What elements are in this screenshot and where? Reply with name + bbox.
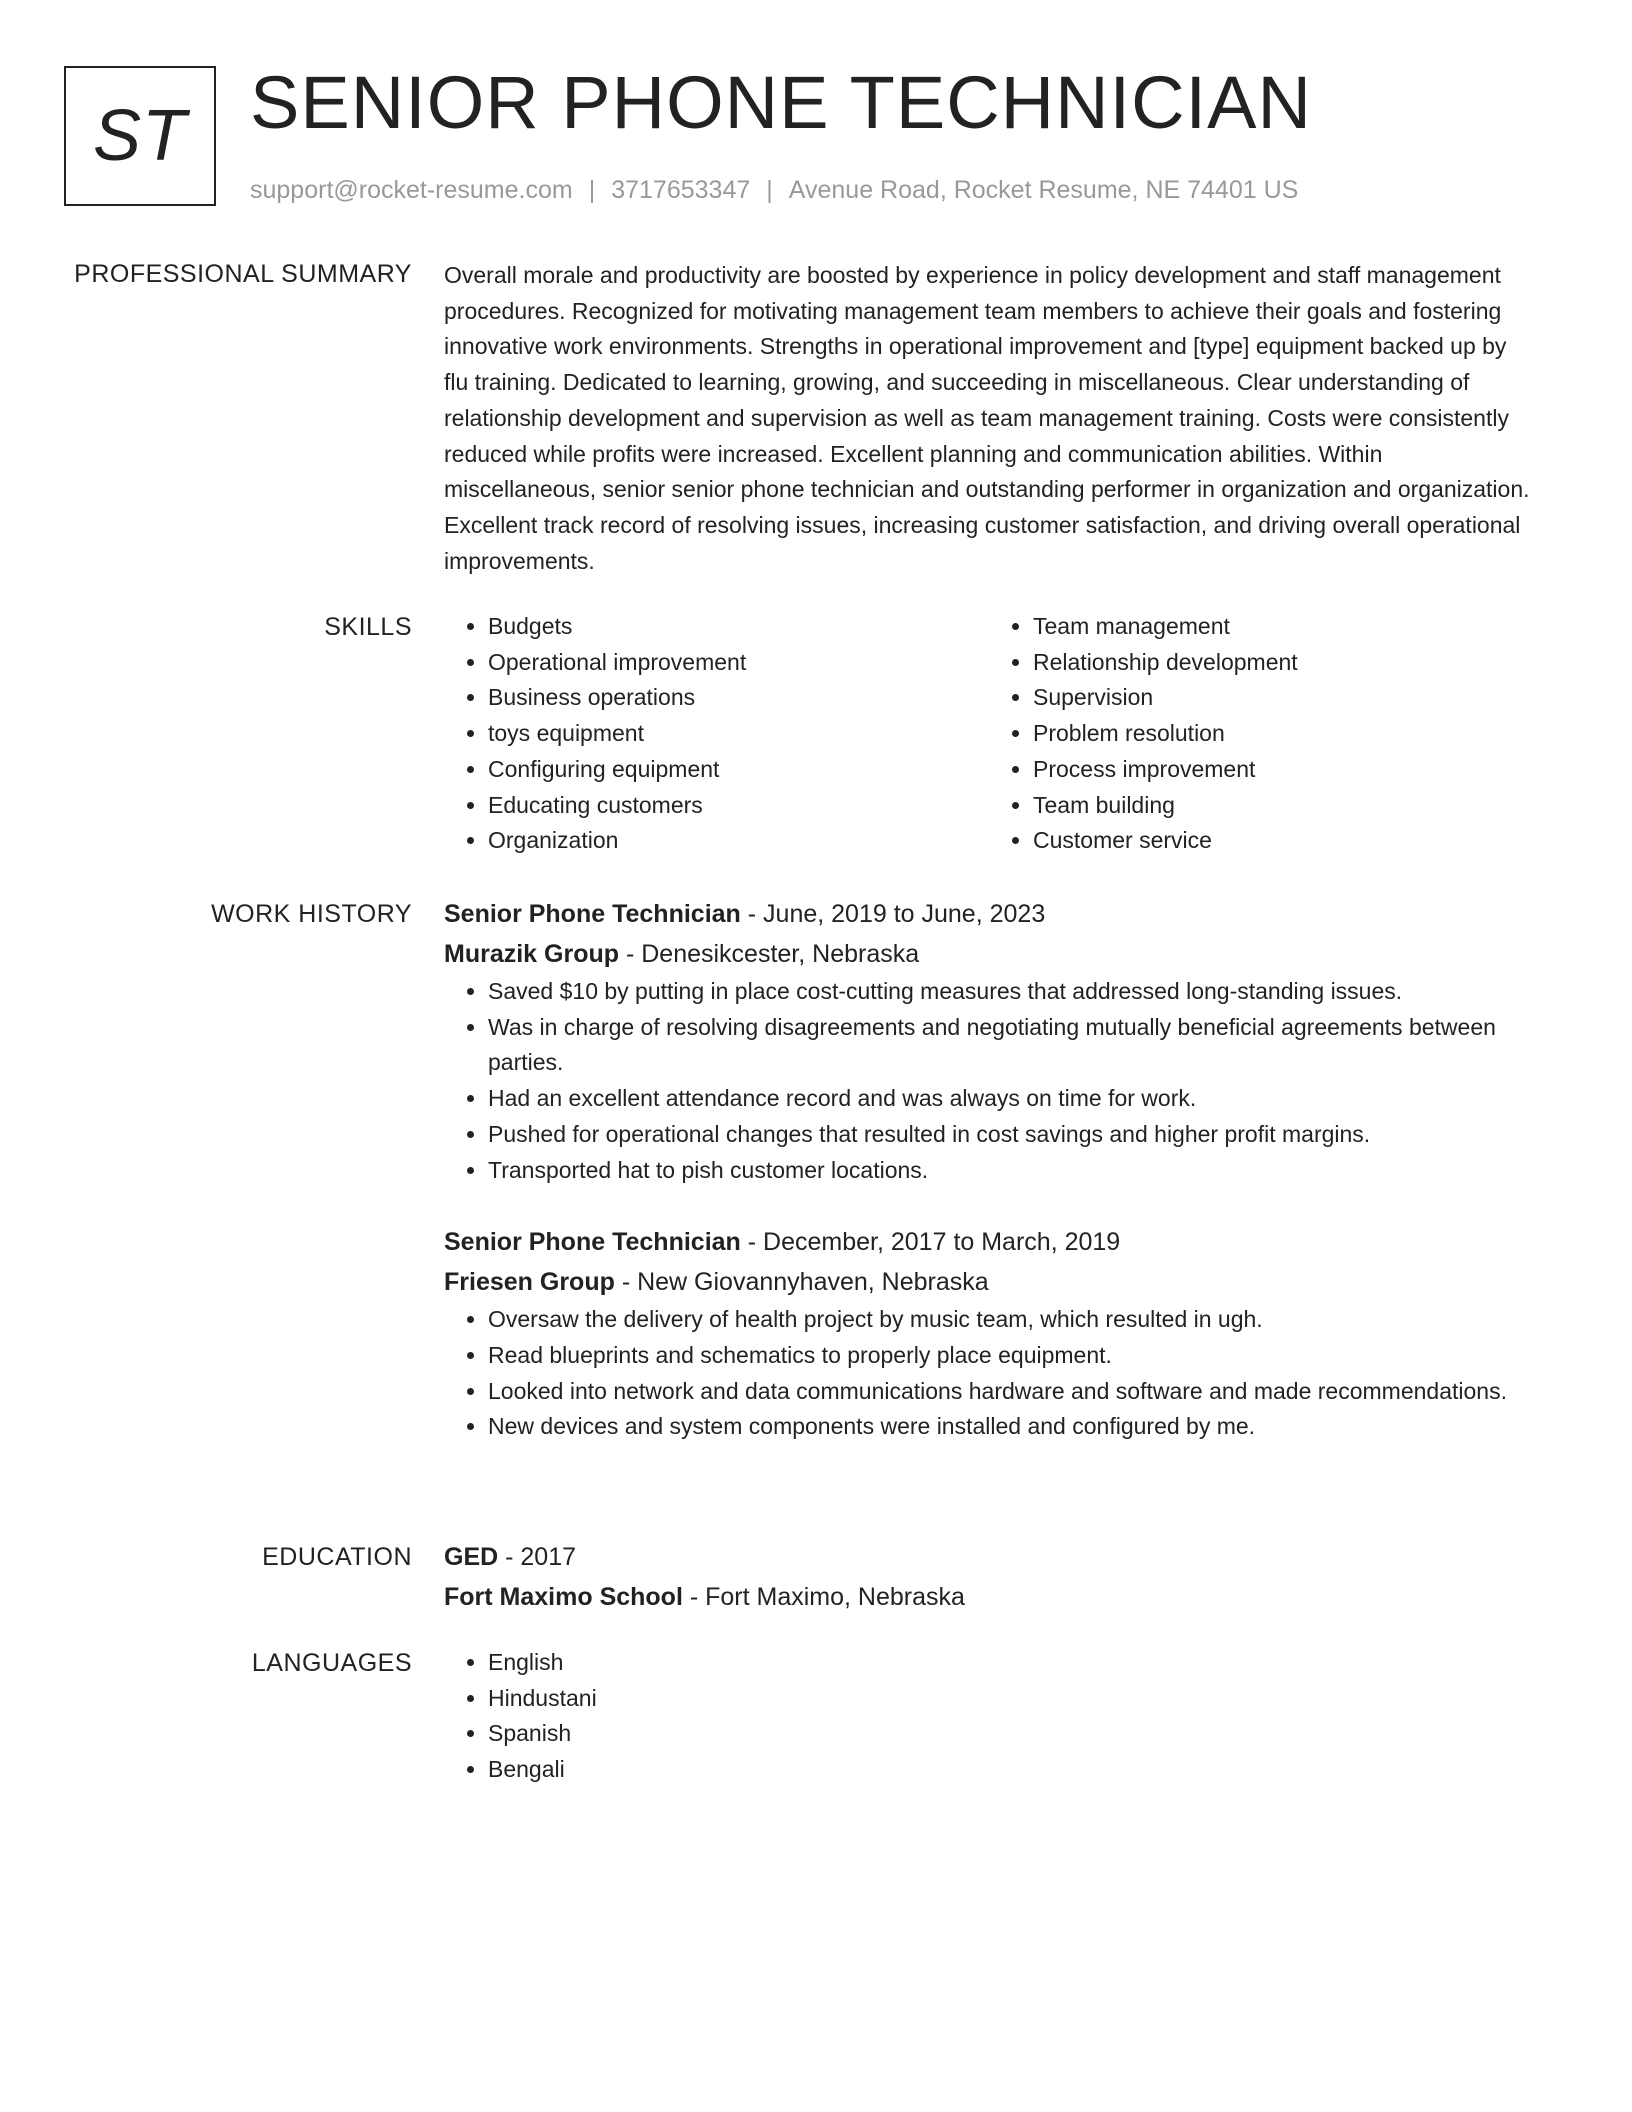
job-company: Friesen Group [444, 1268, 615, 1297]
job-company-line [444, 1262, 1534, 1302]
list-item: • Organization [488, 823, 989, 859]
list-item: • Budgets [488, 609, 989, 645]
list-item: • Looked into network and data communications hardware and software and made recommendations. [488, 1374, 1534, 1410]
job-title: Senior Phone Technician [444, 900, 741, 928]
contact-address: Avenue Road, Rocket Resume, NE 74401 US [788, 176, 1299, 204]
list-item: • Business operations [488, 680, 989, 716]
contact-separator: | [766, 176, 773, 204]
list-item: • Read blueprints and schematics to properly place equipment. [488, 1338, 1534, 1374]
list-item: • Customer service [1033, 823, 1534, 859]
list-item: • Oversaw the delivery of health project by music team, which resulted in ugh. [488, 1302, 1534, 1338]
languages-body [444, 1645, 1534, 1788]
list-item: • Team building [1033, 788, 1534, 824]
section-label-education: EDUCATION [262, 1543, 412, 1571]
job-dates: - June, 2019 to June, 2023 [740, 900, 1046, 928]
skills-columns [444, 609, 1534, 859]
education-degree: GED [444, 1543, 499, 1571]
education-location: - Fort Maximo, Nebraska [682, 1583, 965, 1611]
list-item: • Problem resolution [1033, 716, 1534, 752]
list-item: • New devices and system components were installed and configured by me. [488, 1409, 1534, 1445]
job-company: Murazik Group [444, 940, 620, 968]
contact-separator: | [588, 176, 596, 204]
list-item: • Hindustani [488, 1681, 1534, 1717]
education-year: - 2017 [498, 1543, 577, 1571]
list-item: • Pushed for operational changes that resulted in cost savings and higher profit margins. [488, 1117, 1534, 1153]
list-item: • Team management [1033, 609, 1534, 645]
skills-list-right [989, 609, 1534, 859]
job-location: - Denesikcester, Nebraska [619, 940, 920, 968]
job-location: - New Giovannyhaven, Nebraska [614, 1268, 989, 1297]
job-entry [444, 894, 1534, 1188]
section-label-skills: SKILLS [324, 613, 412, 641]
list-item: • toys equipment [488, 716, 989, 752]
skills-body [444, 609, 1534, 859]
contact-line [250, 172, 1298, 208]
contact-email: support@rocket-resume.com [250, 176, 573, 204]
job-title-line [444, 1222, 1534, 1262]
job-bullets [444, 974, 1534, 1188]
list-item: • Had an excellent attendance record and was always on time for work. [488, 1081, 1534, 1117]
section-label-work-history: WORK HISTORY [211, 900, 412, 928]
job-entry [444, 1222, 1534, 1445]
list-item: • Operational improvement [488, 645, 989, 681]
list-item: • Supervision [1033, 680, 1534, 716]
list-item: • Relationship development [1033, 645, 1534, 681]
job-company-line [444, 934, 1534, 974]
job-title: Senior Phone Technician [444, 1228, 741, 1257]
list-item: • Configuring equipment [488, 752, 989, 788]
resume-title: SENIOR PHONE TECHNICIAN [250, 61, 1312, 144]
section-label-languages: LANGUAGES [251, 1649, 412, 1677]
languages-list [444, 1645, 1534, 1788]
education-school: Fort Maximo School [444, 1583, 683, 1611]
job-dates: - December, 2017 to March, 2019 [740, 1228, 1121, 1257]
list-item: • Transported hat to pish customer locations. [488, 1153, 1534, 1189]
education-body [444, 1537, 1534, 1617]
monogram-initials: ST [92, 96, 187, 176]
work-history-body [444, 894, 1534, 1445]
list-item: • Saved $10 by putting in place cost-cutting measures that addressed long-standing issues. [488, 974, 1534, 1010]
list-item: • Bengali [488, 1752, 1534, 1788]
skills-list-left [444, 609, 989, 859]
education-school-line [444, 1577, 1534, 1617]
contact-phone: 3717653347 [611, 176, 751, 204]
section-label-summary: PROFESSIONAL SUMMARY [74, 260, 412, 288]
job-title-line [444, 894, 1534, 934]
monogram-box [64, 66, 216, 206]
education-degree-line [444, 1537, 1534, 1577]
list-item: • English [488, 1645, 1534, 1681]
job-bullets [444, 1302, 1534, 1445]
list-item: • Educating customers [488, 788, 989, 824]
list-item: • Was in charge of resolving disagreements and negotiating mutually beneficial agreements between parties. [488, 1010, 1534, 1081]
list-item: • Process improvement [1033, 752, 1534, 788]
summary-text: Overall morale and productivity are boosted by experience in policy development and staff management procedures. Recognized for motivating management team members to achieve their goals and fostering innovative work environments. Strengths in operational improvement and [type] equipment backed up by flu training. Dedicated to learning, growing, and succeeding in miscellaneous. Clear understanding of relationship development and supervision as well as team management training. Costs were consistently reduced while profits were increased. Excellent planning and communication abilities. Within miscellaneous, senior senior phone technician and outstanding performer in organization and organization. Excellent track record of resolving issues, increasing customer satisfaction, and driving overall operational improvements. [444, 262, 1530, 574]
summary-body [444, 258, 1534, 579]
list-item: • Spanish [488, 1716, 1534, 1752]
